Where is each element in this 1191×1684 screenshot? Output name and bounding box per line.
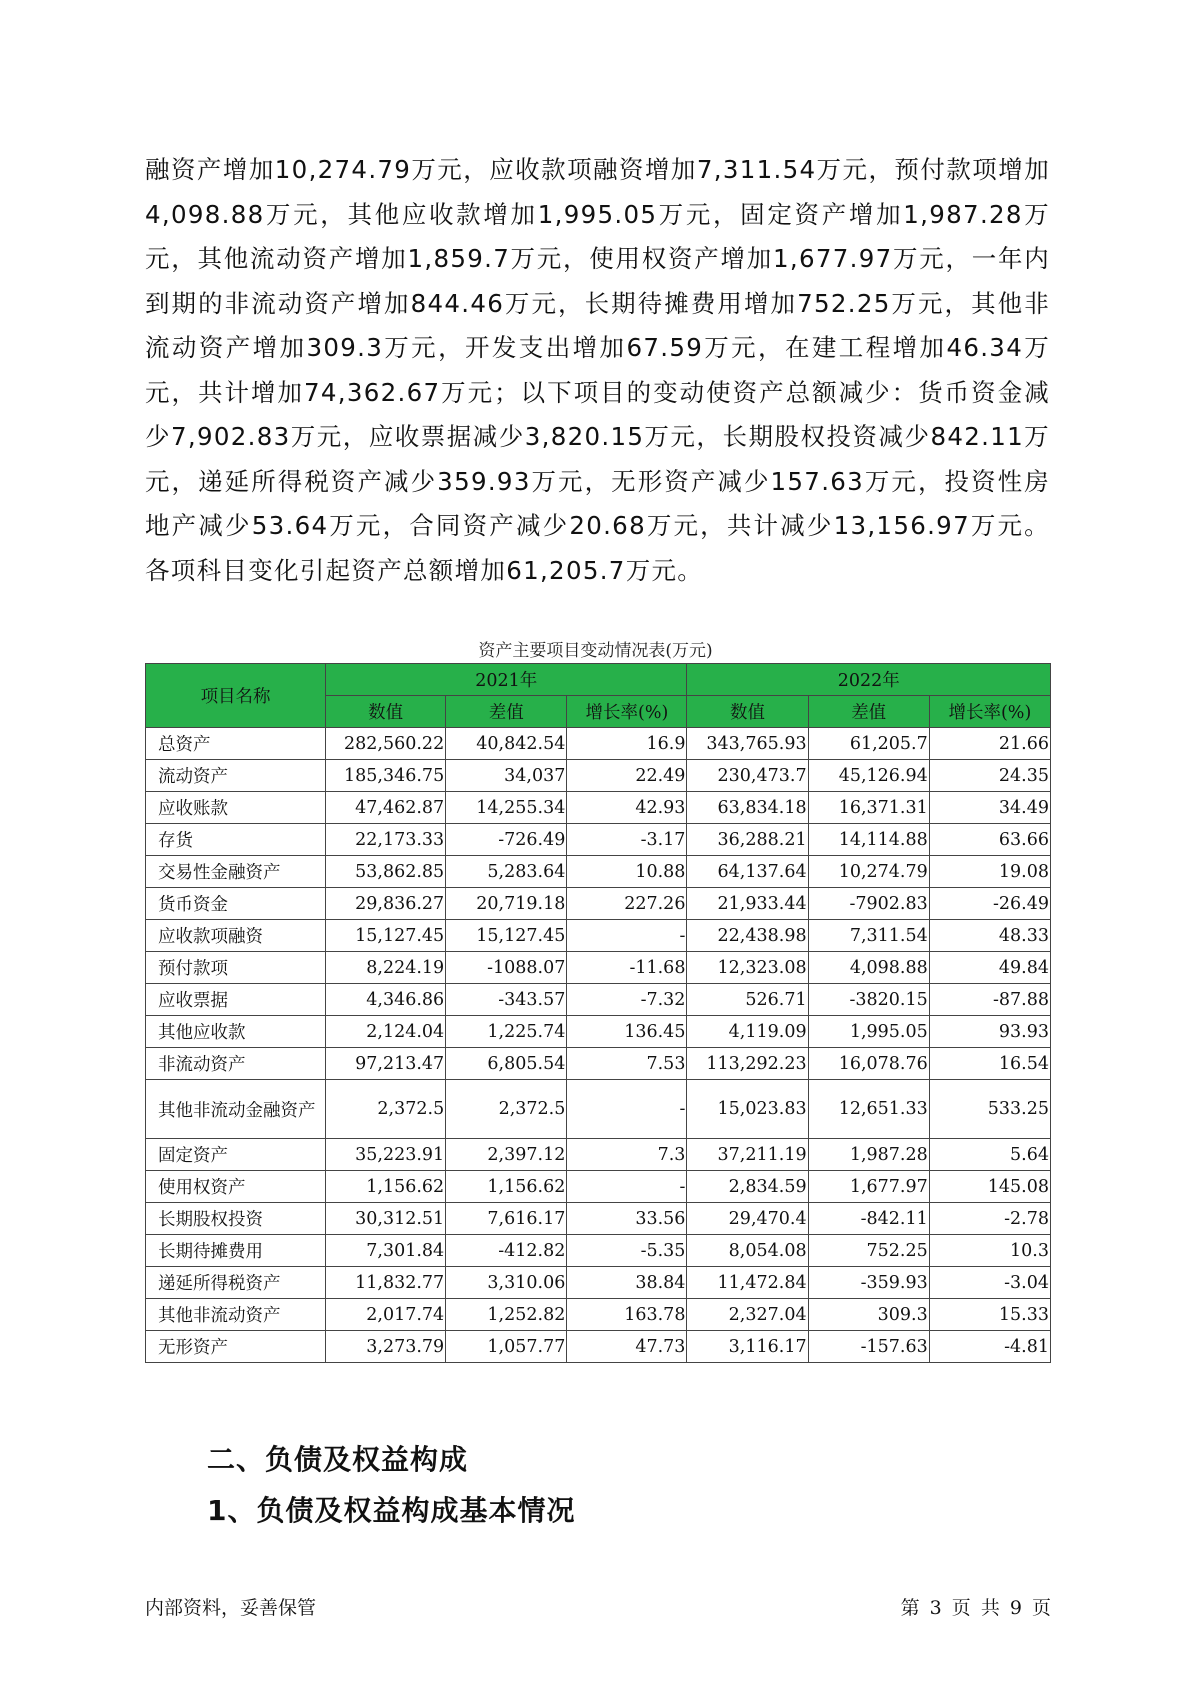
row-cell: 16,371.31 <box>808 792 929 824</box>
table-row <box>146 792 1051 824</box>
row-cell: 12,323.08 <box>687 952 808 984</box>
row-cell: 22.49 <box>567 760 687 792</box>
row-cell: 16.54 <box>929 1048 1050 1080</box>
row-cell: 47.73 <box>567 1331 687 1363</box>
row-cell: 20,719.18 <box>446 888 567 920</box>
table-row <box>146 856 1051 888</box>
row-cell: 113,292.23 <box>687 1048 808 1080</box>
row-cell: 21,933.44 <box>687 888 808 920</box>
row-cell: 8,054.08 <box>687 1235 808 1267</box>
row-cell: 7,301.84 <box>326 1235 446 1267</box>
row-cell: 1,156.62 <box>326 1171 446 1203</box>
row-cell: 42.93 <box>567 792 687 824</box>
row-cell: 16,078.76 <box>808 1048 929 1080</box>
row-cell: 3,310.06 <box>446 1267 567 1299</box>
table-row <box>146 984 1051 1016</box>
row-cell: -157.63 <box>808 1331 929 1363</box>
row-cell: 4,346.86 <box>326 984 446 1016</box>
subheader-value-2021: 数值 <box>326 696 446 728</box>
row-item-name: 应收款项融资 <box>146 920 326 952</box>
row-cell: 97,213.47 <box>326 1048 446 1080</box>
row-cell: 15.33 <box>929 1299 1050 1331</box>
row-cell: 10,274.79 <box>808 856 929 888</box>
row-cell: 343,765.93 <box>687 728 808 760</box>
row-cell: 2,017.74 <box>326 1299 446 1331</box>
row-cell: 93.93 <box>929 1016 1050 1048</box>
table-body <box>146 728 1051 1363</box>
row-cell: 3,273.79 <box>326 1331 446 1363</box>
row-cell: 63,834.18 <box>687 792 808 824</box>
row-cell: 7.53 <box>567 1048 687 1080</box>
row-cell: 14,114.88 <box>808 824 929 856</box>
subheader-diff-2021: 差值 <box>446 696 567 728</box>
row-cell: 22,173.33 <box>326 824 446 856</box>
row-cell: 1,677.97 <box>808 1171 929 1203</box>
row-cell: 136.45 <box>567 1016 687 1048</box>
row-cell: 7,311.54 <box>808 920 929 952</box>
row-item-name: 其他非流动资产 <box>146 1299 326 1331</box>
row-cell: 1,987.28 <box>808 1139 929 1171</box>
row-item-name: 固定资产 <box>146 1139 326 1171</box>
table-row <box>146 760 1051 792</box>
row-cell: 5.64 <box>929 1139 1050 1171</box>
row-cell: 24.35 <box>929 760 1050 792</box>
row-cell: 22,438.98 <box>687 920 808 952</box>
row-item-name: 存货 <box>146 824 326 856</box>
row-cell: - <box>567 1171 687 1203</box>
row-cell: 7,616.17 <box>446 1203 567 1235</box>
row-cell: 533.25 <box>929 1080 1050 1139</box>
table-row <box>146 1080 1051 1139</box>
row-cell: 35,223.91 <box>326 1139 446 1171</box>
row-cell: 16.9 <box>567 728 687 760</box>
row-cell: 15,127.45 <box>446 920 567 952</box>
row-cell: 64,137.64 <box>687 856 808 888</box>
table-row <box>146 1267 1051 1299</box>
subsection-heading: 1、负债及权益构成基本情况 <box>207 1494 576 1527</box>
row-item-name: 流动资产 <box>146 760 326 792</box>
row-cell: -4.81 <box>929 1331 1050 1363</box>
row-item-name: 长期股权投资 <box>146 1203 326 1235</box>
subheader-rate-2022: 增长率(%) <box>929 696 1050 728</box>
row-cell: 63.66 <box>929 824 1050 856</box>
row-cell: 38.84 <box>567 1267 687 1299</box>
row-cell: 61,205.7 <box>808 728 929 760</box>
row-cell: 47,462.87 <box>326 792 446 824</box>
row-item-name: 非流动资产 <box>146 1048 326 1080</box>
row-cell: -11.68 <box>567 952 687 984</box>
row-item-name: 预付款项 <box>146 952 326 984</box>
row-cell: 33.56 <box>567 1203 687 1235</box>
row-item-name: 其他应收款 <box>146 1016 326 1048</box>
row-item-name: 应收票据 <box>146 984 326 1016</box>
row-cell: 145.08 <box>929 1171 1050 1203</box>
row-cell: 11,832.77 <box>326 1267 446 1299</box>
row-cell: 29,836.27 <box>326 888 446 920</box>
table-row <box>146 1235 1051 1267</box>
row-cell: 2,372.5 <box>326 1080 446 1139</box>
row-cell: 2,124.04 <box>326 1016 446 1048</box>
footer-page-number: 第 3 页 共 9 页 <box>900 1597 1051 1619</box>
table-row <box>146 1171 1051 1203</box>
row-cell: 34.49 <box>929 792 1050 824</box>
row-cell: -842.11 <box>808 1203 929 1235</box>
row-cell: 163.78 <box>567 1299 687 1331</box>
table-row <box>146 1016 1051 1048</box>
row-cell: 53,862.85 <box>326 856 446 888</box>
row-cell: -412.82 <box>446 1235 567 1267</box>
row-cell: -3820.15 <box>808 984 929 1016</box>
header-year-2022: 2022年 <box>687 664 1051 696</box>
row-cell: -343.57 <box>446 984 567 1016</box>
row-cell: 3,116.17 <box>687 1331 808 1363</box>
row-cell: 2,834.59 <box>687 1171 808 1203</box>
row-cell: 10.3 <box>929 1235 1050 1267</box>
row-item-name: 无形资产 <box>146 1331 326 1363</box>
row-cell: 19.08 <box>929 856 1050 888</box>
table-row <box>146 824 1051 856</box>
row-cell: 752.25 <box>808 1235 929 1267</box>
row-cell: 40,842.54 <box>446 728 567 760</box>
subheader-rate-2021: 增长率(%) <box>567 696 687 728</box>
row-cell: -2.78 <box>929 1203 1050 1235</box>
asset-change-table <box>145 663 1051 1363</box>
section-heading: 二、负债及权益构成 <box>207 1443 469 1476</box>
row-cell: 2,372.5 <box>446 1080 567 1139</box>
row-item-name: 使用权资产 <box>146 1171 326 1203</box>
table-row <box>146 728 1051 760</box>
header-year-2021: 2021年 <box>326 664 687 696</box>
row-cell: 1,057.77 <box>446 1331 567 1363</box>
row-cell: 1,225.74 <box>446 1016 567 1048</box>
row-item-name: 其他非流动金融资产 <box>146 1080 326 1139</box>
row-cell: -5.35 <box>567 1235 687 1267</box>
row-cell: 12,651.33 <box>808 1080 929 1139</box>
row-cell: 526.71 <box>687 984 808 1016</box>
body-paragraph: 融资产增加10,274.79万元，应收款项融资增加7,311.54万元，预付款项增加4,098.88万元，其他应收款增加1,995.05万元，固定资产增加1,987.28万元，其他流动资产增加1,859.7万元，使用权资产增加1,677.97万元，一年内到期的非流动资产增加844.46万元，长期待摊费用增加752.25万元，其他非流动资产增加309.3万元，开发支出增加67.59万元，在建工程增加46.34万元，共计增加74,362.67万元；以下项目的变动使资产总额减少：货币资金减少7,902.83万元，应收票据减少3,820.15万元，长期股权投资减少842.11万元，递延所得税资产减少359.93万元，无形资产减少157.63万元，投资性房地产减少53.64万元，合同资产减少20.68万元，共计减少13,156.97万元。各项科目变化引起资产总额增加61,205.7万元。 <box>145 155 1050 585</box>
row-cell: - <box>567 920 687 952</box>
row-item-name: 货币资金 <box>146 888 326 920</box>
row-cell: -7902.83 <box>808 888 929 920</box>
row-item-name: 递延所得税资产 <box>146 1267 326 1299</box>
row-cell: 11,472.84 <box>687 1267 808 1299</box>
row-cell: 29,470.4 <box>687 1203 808 1235</box>
row-cell: -3.17 <box>567 824 687 856</box>
row-cell: 227.26 <box>567 888 687 920</box>
row-cell: 4,119.09 <box>687 1016 808 1048</box>
row-cell: - <box>567 1080 687 1139</box>
subheader-value-2022: 数值 <box>687 696 808 728</box>
row-cell: -3.04 <box>929 1267 1050 1299</box>
row-cell: -7.32 <box>567 984 687 1016</box>
row-cell: 230,473.7 <box>687 760 808 792</box>
footer-confidential-note: 内部资料，妥善保管 <box>145 1597 317 1619</box>
table-row <box>146 920 1051 952</box>
row-cell: 21.66 <box>929 728 1050 760</box>
row-cell: 309.3 <box>808 1299 929 1331</box>
row-item-name: 应收账款 <box>146 792 326 824</box>
row-cell: 48.33 <box>929 920 1050 952</box>
row-cell: 45,126.94 <box>808 760 929 792</box>
row-cell: 15,127.45 <box>326 920 446 952</box>
table-caption: 资产主要项目变动情况表(万元) <box>478 641 713 661</box>
table-row <box>146 888 1051 920</box>
header-item-name: 项目名称 <box>146 664 326 728</box>
row-cell: -26.49 <box>929 888 1050 920</box>
row-cell: 185,346.75 <box>326 760 446 792</box>
table-row <box>146 1048 1051 1080</box>
row-cell: -726.49 <box>446 824 567 856</box>
row-cell: 5,283.64 <box>446 856 567 888</box>
row-cell: 1,995.05 <box>808 1016 929 1048</box>
table-row <box>146 1331 1051 1363</box>
row-item-name: 长期待摊费用 <box>146 1235 326 1267</box>
row-cell: 37,211.19 <box>687 1139 808 1171</box>
table-row <box>146 952 1051 984</box>
row-cell: 6,805.54 <box>446 1048 567 1080</box>
table-row <box>146 1139 1051 1171</box>
subheader-diff-2022: 差值 <box>808 696 929 728</box>
row-cell: 282,560.22 <box>326 728 446 760</box>
row-cell: 34,037 <box>446 760 567 792</box>
row-cell: 8,224.19 <box>326 952 446 984</box>
table-row <box>146 1203 1051 1235</box>
table-row <box>146 1299 1051 1331</box>
row-cell: 49.84 <box>929 952 1050 984</box>
row-item-name: 交易性金融资产 <box>146 856 326 888</box>
row-item-name: 总资产 <box>146 728 326 760</box>
row-cell: 2,397.12 <box>446 1139 567 1171</box>
row-cell: -1088.07 <box>446 952 567 984</box>
row-cell: -87.88 <box>929 984 1050 1016</box>
row-cell: 15,023.83 <box>687 1080 808 1139</box>
row-cell: 30,312.51 <box>326 1203 446 1235</box>
row-cell: -359.93 <box>808 1267 929 1299</box>
row-cell: 1,156.62 <box>446 1171 567 1203</box>
row-cell: 36,288.21 <box>687 824 808 856</box>
row-cell: 10.88 <box>567 856 687 888</box>
row-cell: 2,327.04 <box>687 1299 808 1331</box>
row-cell: 7.3 <box>567 1139 687 1171</box>
row-cell: 4,098.88 <box>808 952 929 984</box>
row-cell: 14,255.34 <box>446 792 567 824</box>
row-cell: 1,252.82 <box>446 1299 567 1331</box>
